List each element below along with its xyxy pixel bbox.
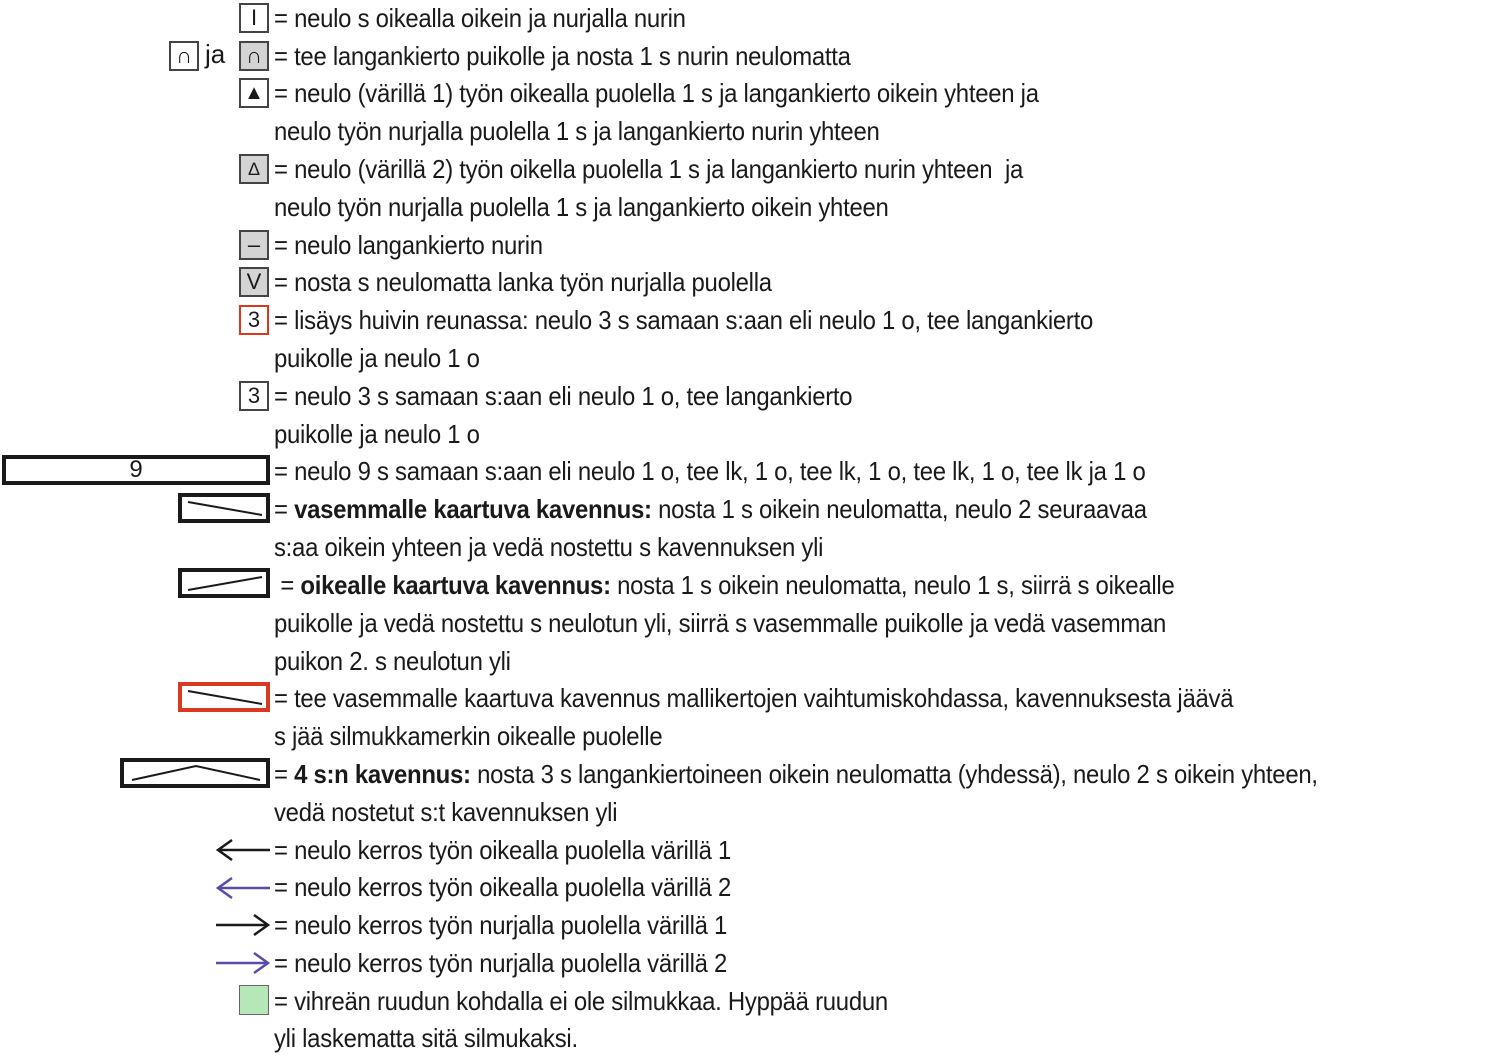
legend-left-dec-text-1: = vasemmalle kaartuva kavennus: nosta 1 s oikein neulomatta, neulo 2 seuraavaa: [274, 494, 1147, 524]
legend-marker-dec-text-2: s jää silmukkamerkin oikealle puolelle: [274, 721, 663, 751]
legend-color1-text-1: = neulo (värillä 1) työn oikealla puolella 1 s ja langankierto oikein yhteen ja: [274, 78, 1039, 108]
arrow-right-purple-icon: [214, 951, 272, 975]
arrow-left-black-icon: [214, 838, 272, 862]
left-decrease-symbol: [178, 493, 270, 523]
legend-marker-dec-text-1: = tee vasemmalle kaartuva kavennus mallikertojen vaihtumiskohdassa, kavennuksesta jäävä: [274, 683, 1234, 713]
no-stitch-green-square: [239, 985, 269, 1015]
legend-row-ws-c1-text: = neulo kerros työn nurjalla puolella värillä 1: [274, 910, 728, 940]
legend-right-dec-text-1: = oikealle kaartuva kavennus: nosta 1 s oikein neulomatta, neulo 1 s, siirrä s oikealle: [274, 570, 1175, 600]
peak-icon: [124, 762, 266, 784]
yarnover-slip-symbol-grey: ∩: [239, 41, 269, 71]
right-slant-icon: [182, 572, 266, 594]
legend-row-ws-c2-text: = neulo kerros työn nurjalla puolella värillä 2: [274, 948, 728, 978]
four-decrease-symbol: [120, 758, 270, 788]
legend-row-rs-c2-text: = neulo kerros työn oikealla puolella värillä 2: [274, 872, 732, 902]
left-slant-icon: [182, 497, 266, 519]
legend-left-dec-text-2: s:aa oikein yhteen ja vedä nostettu s kavennuksen yli: [274, 532, 824, 562]
legend-color1-text-2: neulo työn nurjalla puolella 1 s ja langankierto nurin yhteen: [274, 116, 880, 146]
increase9-symbol: 9: [2, 455, 270, 485]
slip-symbol: V: [239, 267, 269, 297]
legend-yarnover-slip-text: = tee langankierto puikolle ja nosta 1 s nurin neulomatta: [274, 41, 851, 71]
legend-knit-purl-text: = neulo s oikealla oikein ja nurjalla nurin: [274, 3, 686, 33]
purl-yarnover-symbol: –: [239, 230, 269, 260]
edge-increase-symbol: 3: [239, 305, 269, 335]
legend-purl-yo-text: = neulo langankierto nurin: [274, 230, 543, 260]
legend-four-dec-title: 4 s:n kavennus:: [294, 759, 471, 789]
joiner-text: ja: [205, 39, 226, 69]
legend-four-dec-text-1: = 4 s:n kavennus: nosta 3 s langankiertoineen oikein neulomatta (yhdessä), neulo 2 s oikein yhteen,: [274, 759, 1318, 789]
legend-right-dec-text-3: puikon 2. s neulotun yli: [274, 646, 511, 676]
legend-right-dec-title: oikealle kaartuva kavennus:: [300, 570, 611, 600]
legend-increase9-text: = neulo 9 s samaan s:aan eli neulo 1 o, tee lk, 1 o, tee lk, 1 o, tee lk, 1 o, tee lk ja 1 o: [274, 456, 1146, 486]
arrow-left-purple-icon: [214, 876, 272, 900]
marker-decrease-symbol: [178, 682, 270, 712]
yarnover-slip-symbol-white: ∩: [169, 41, 199, 71]
legend-increase3-text-1: = neulo 3 s samaan s:aan eli neulo 1 o, tee langankierto: [274, 381, 853, 411]
legend-right-dec-text-2: puikolle ja vedä nostettu s neulotun yli, siirrä s vasemmalle puikolle ja vedä vasemman: [274, 608, 1167, 638]
legend-no-stitch-text-2: yli laskematta sitä silmukaksi.: [274, 1023, 578, 1053]
legend-color2-text-2: neulo työn nurjalla puolella 1 s ja langankierto oikein yhteen: [274, 192, 889, 222]
legend-no-stitch-text-1: = vihreän ruudun kohdalla ei ole silmukkaa. Hyppää ruudun: [274, 986, 888, 1016]
arrow-right-black-icon: [214, 913, 272, 937]
color2-knit-symbol: ∆: [239, 154, 269, 184]
right-decrease-symbol: [178, 568, 270, 598]
color1-knit-symbol: ▲: [239, 78, 269, 108]
legend-color2-text-1: = neulo (värillä 2) työn oikella puolella 1 s ja langankierto nurin yhteen ja: [274, 154, 1024, 184]
left-slant-icon: [182, 686, 266, 708]
legend-left-dec-title: vasemmalle kaartuva kavennus:: [294, 494, 652, 524]
legend-increase3-text-2: puikolle ja neulo 1 o: [274, 419, 480, 449]
increase3-symbol: 3: [239, 381, 269, 411]
legend-edge-increase-text-2: puikolle ja neulo 1 o: [274, 343, 480, 373]
legend-row-rs-c1-text: = neulo kerros työn oikealla puolella värillä 1: [274, 835, 732, 865]
legend-slip-text: = nosta s neulomatta lanka työn nurjalla puolella: [274, 267, 772, 297]
legend-four-dec-text-2: vedä nostetut s:t kavennuksen yli: [274, 797, 618, 827]
knit-purl-symbol: I: [239, 3, 269, 33]
legend-edge-increase-text-1: = lisäys huivin reunassa: neulo 3 s samaan s:aan eli neulo 1 o, tee langankierto: [274, 305, 1093, 335]
